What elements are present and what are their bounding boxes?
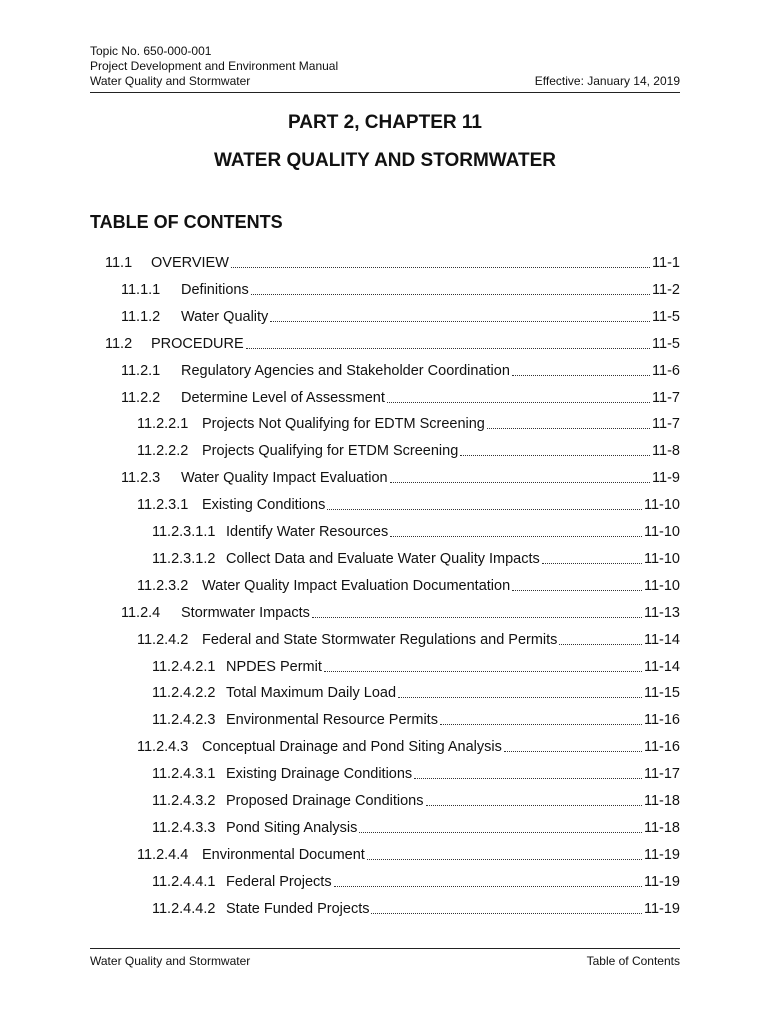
toc-entry[interactable]: [152, 546, 680, 568]
toc-entry[interactable]: [137, 411, 680, 433]
toc-entry-number: 11.2.4.2.1: [152, 658, 216, 675]
toc-entry-title: Existing Drainage Conditions: [226, 766, 413, 783]
toc-entry-title: Collect Data and Evaluate Water Quality Impacts: [226, 550, 540, 567]
toc-entry-title: Regulatory Agencies and Stakeholder Coordination: [181, 362, 510, 379]
toc-entry-number: 11.2.3: [121, 470, 161, 487]
toc-entry[interactable]: [137, 734, 680, 756]
toc-entry[interactable]: [121, 465, 680, 487]
toc-entry-title: Stormwater Impacts: [181, 604, 310, 621]
dot-leader: [246, 348, 650, 349]
dot-leader: [559, 644, 642, 645]
dot-leader: [387, 402, 650, 403]
toc-entry-page: 11-19: [643, 846, 680, 863]
toc-entry[interactable]: [121, 600, 680, 622]
toc-heading: TABLE OF CONTENTS: [90, 212, 283, 232]
chapter-title: WATER QUALITY AND STORMWATER: [214, 150, 556, 171]
toc-entry-number: 11.2.3.2: [137, 577, 189, 594]
toc-entry[interactable]: [121, 304, 680, 326]
toc-entry-number: 11.2.4.4.2: [152, 900, 216, 917]
toc-entry[interactable]: [121, 385, 680, 407]
page-header: [90, 44, 680, 89]
toc-entry-title: Proposed Drainage Conditions: [226, 793, 424, 809]
toc-entry-page: 11-19: [643, 900, 680, 917]
toc-entry-title: Identify Water Resources: [226, 524, 389, 540]
toc-entry-page: 11-5: [652, 308, 680, 325]
toc-entry[interactable]: [152, 761, 680, 783]
toc-entry-page: 11-15: [643, 685, 680, 702]
toc-entry[interactable]: [137, 627, 680, 649]
toc-entry-title: Total Maximum Daily Load: [226, 685, 397, 702]
toc-entry-page: 11-14: [643, 658, 680, 675]
toc-entry-title: PROCEDURE: [151, 335, 244, 352]
toc-entry-number: 11.2.3.1: [137, 497, 189, 514]
toc-entry-page: 11-16: [643, 739, 680, 756]
toc-entry[interactable]: [137, 573, 680, 595]
dot-leader: [542, 563, 642, 564]
toc-entry-title: Projects Qualifying for ETDM Screening: [202, 443, 459, 460]
toc-entry-title: Water Quality Impact Evaluation Documentation: [202, 577, 511, 594]
toc-entry-title: Water Quality: [181, 308, 269, 325]
toc-entry-title: Environmental Resource Permits: [226, 712, 438, 729]
toc-entry-number: 11.2.4.3.3: [152, 819, 216, 836]
dot-leader: [390, 482, 650, 483]
topic-number: Topic No. 650-000-001: [90, 44, 212, 58]
toc-entry-title: Determine Level of Assessment: [181, 389, 385, 406]
toc-entry-page: 11-2: [652, 281, 680, 298]
dot-leader: [512, 375, 650, 376]
toc-entry[interactable]: [121, 277, 680, 299]
dot-leader: [414, 778, 642, 779]
toc-entry-page: 11-18: [643, 793, 680, 809]
dot-leader: [390, 536, 642, 537]
toc-entry[interactable]: [105, 331, 680, 353]
dot-leader: [512, 590, 642, 591]
toc-entry-number: 11.2.1: [121, 362, 161, 379]
toc-entry-page: 11-14: [643, 631, 680, 648]
toc-entry-number: 11.2.2: [121, 389, 161, 406]
toc-entry-page: 11-16: [643, 712, 680, 729]
toc-entry[interactable]: [152, 680, 680, 702]
dot-leader: [327, 509, 642, 510]
toc-entry-page: 11-10: [643, 524, 680, 540]
toc-entry[interactable]: [152, 869, 680, 891]
toc-entry-page: 11-17: [643, 766, 680, 783]
dot-leader: [359, 832, 642, 833]
toc-entry-number: 11.2.3.1.2: [152, 550, 216, 567]
dot-leader: [312, 617, 642, 618]
dot-leader: [270, 321, 650, 322]
toc-entry-number: 11.1.1: [121, 281, 161, 298]
footer-divider: [90, 948, 680, 949]
toc-entry-number: 11.2.4: [121, 604, 161, 621]
toc-entry-title: Pond Siting Analysis: [226, 819, 358, 836]
toc-entry[interactable]: [152, 896, 680, 918]
toc-entry-number: 11.1.2: [121, 308, 161, 325]
toc-entry-page: 11-1: [652, 255, 680, 271]
dot-leader: [231, 267, 650, 268]
toc-entry[interactable]: [152, 788, 680, 810]
toc-entry-number: 11.2.4.2.3: [152, 712, 216, 729]
toc-entry[interactable]: [137, 438, 680, 460]
toc-entry[interactable]: [137, 492, 680, 514]
toc-entry-title: Conceptual Drainage and Pond Siting Analysis: [202, 739, 502, 756]
toc-entry-page: 11-18: [643, 819, 680, 836]
toc-entry[interactable]: [121, 358, 680, 380]
manual-name: Project Development and Environment Manual: [90, 59, 339, 73]
toc-entry[interactable]: [152, 654, 680, 676]
toc-entry-title: Federal and State Stormwater Regulations and Permits: [202, 631, 558, 648]
toc-entry-title: Projects Not Qualifying for EDTM Screening: [202, 416, 485, 433]
toc-entry-number: 11.2.3.1.1: [152, 524, 216, 540]
dot-leader: [398, 697, 642, 698]
dot-leader: [460, 455, 650, 456]
footer-subject: Water Quality and Stormwater: [90, 954, 251, 968]
toc-entry-title: Definitions: [181, 281, 249, 298]
toc-entry-number: 11.2.4.3: [137, 739, 189, 756]
toc-entry[interactable]: [105, 250, 680, 272]
toc-entry-title: State Funded Projects: [226, 900, 370, 917]
toc-entry-number: 11.2.4.3.2: [152, 793, 216, 809]
toc-entry-number: 11.2.4.4: [137, 846, 189, 863]
toc-entry-title: Federal Projects: [226, 873, 332, 890]
toc-entry-page: 11-10: [643, 497, 680, 514]
page-footer: [90, 954, 680, 968]
dot-leader: [251, 294, 650, 295]
toc-entry-page: 11-8: [652, 443, 680, 460]
footer-section: Table of Contents: [586, 954, 680, 968]
toc-entry-title: OVERVIEW: [151, 255, 229, 271]
toc-entry-page: 11-7: [652, 389, 680, 406]
toc-entry-page: 11-5: [652, 335, 680, 352]
toc-entry-page: 11-7: [652, 416, 680, 433]
effective-date: Effective: January 14, 2019: [534, 74, 680, 88]
dot-leader: [371, 913, 642, 914]
dot-leader: [440, 724, 642, 725]
toc-entry-number: 11.2.4.4.1: [152, 873, 216, 890]
toc-entry-page: 11-19: [643, 873, 680, 890]
toc-entry[interactable]: [152, 519, 680, 541]
header-divider: [90, 92, 680, 93]
dot-leader: [367, 859, 642, 860]
toc-entry-number: 11.2.4.3.1: [152, 766, 216, 783]
toc-entry-number: 11.1: [105, 255, 133, 271]
toc-entry-number: 11.2: [105, 335, 133, 352]
toc-entry-page: 11-9: [652, 470, 680, 487]
toc-entry-title: Existing Conditions: [202, 497, 326, 514]
toc-entry[interactable]: [137, 842, 680, 864]
toc-entry-page: 11-10: [643, 550, 680, 567]
toc-entry-page: 11-13: [643, 604, 680, 621]
toc-entry-title: Water Quality Impact Evaluation: [181, 470, 388, 487]
dot-leader: [334, 886, 642, 887]
toc-entry-page: 11-6: [652, 362, 680, 379]
dot-leader: [426, 805, 642, 806]
header-subject: Water Quality and Stormwater: [90, 74, 251, 88]
toc-entry[interactable]: [152, 815, 680, 837]
dot-leader: [504, 751, 642, 752]
toc-entry-number: 11.2.4.2.2: [152, 685, 216, 702]
dot-leader: [487, 428, 650, 429]
toc-entry-title: NPDES Permit: [226, 658, 322, 675]
dot-leader: [324, 671, 642, 672]
toc-entry-number: 11.2.2.1: [137, 416, 189, 433]
part-title: PART 2, CHAPTER 11: [288, 112, 482, 133]
toc-entry-number: 11.2.2.2: [137, 443, 189, 460]
toc-entry[interactable]: [152, 707, 680, 729]
toc-entry-title: Environmental Document: [202, 846, 365, 863]
toc-entry-page: 11-10: [643, 577, 680, 594]
toc-entry-number: 11.2.4.2: [137, 631, 189, 648]
